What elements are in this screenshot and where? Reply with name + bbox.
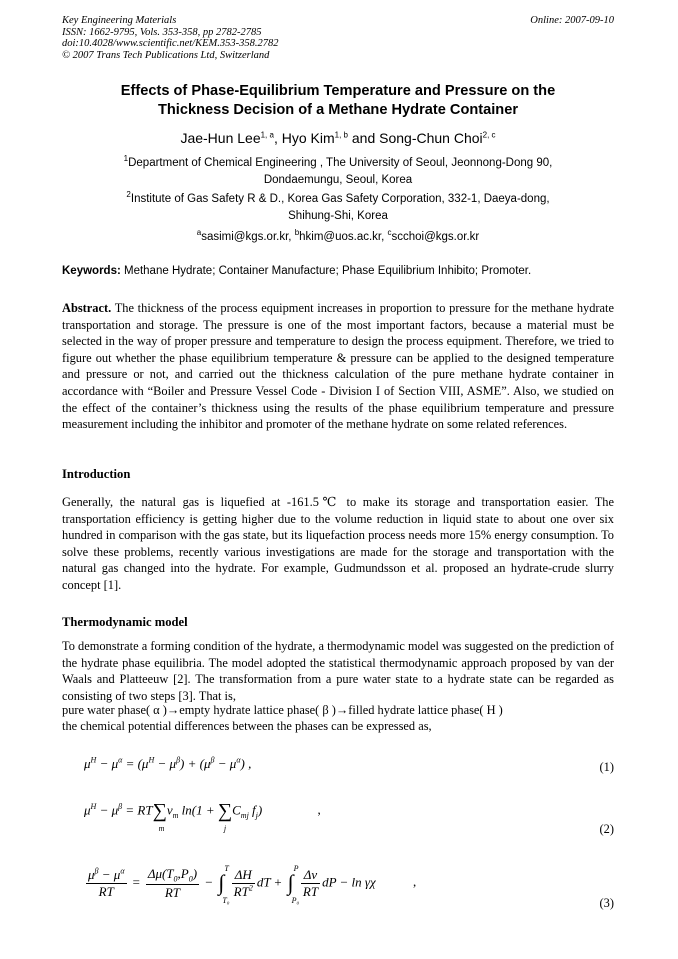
affiliation-superscript: 2: [126, 190, 131, 200]
keywords-text: Methane Hydrate; Container Manufacture; Phase Equilibrium Inhibito; Promoter.: [120, 265, 532, 277]
title-line-1: Effects of Phase-Equilibrium Temperature and Pressure on the: [120, 83, 556, 99]
abstract-label: Abstract.: [62, 301, 112, 315]
affiliation-1: [62, 155, 614, 189]
journal-name: Key Engineering Materials: [62, 15, 177, 26]
email-address: scchoi@kgs.or.kr: [391, 231, 480, 243]
keywords: [62, 263, 622, 279]
author-superscript: 1, b: [334, 130, 348, 140]
affiliation-2: [62, 191, 614, 225]
affiliation-line: Department of Chemical Engineering , The University of Seoul, Jeonnong-Dong 90,: [128, 157, 553, 169]
paper-title: [62, 82, 614, 120]
author-superscript: 2, c: [482, 130, 496, 140]
equation-number: (3): [599, 896, 614, 910]
email-list: [62, 229, 614, 246]
thermodynamic-paragraph: To demonstrate a forming condition of the hydrate, a thermodynamic model was suggested on the prediction of the hydrate phase equilibria. The model adopted the statistical thermodynamic approach proposed by van der Waals and Platteeuw [2]. The transformation from a pure water state to a hydrate state can be regarded as consisting of two steps [3]. That is,: [62, 639, 614, 703]
affiliation-line: Shihung-Shi, Korea: [288, 210, 388, 222]
keywords-label: Keywords:: [62, 265, 121, 277]
equation-3: $\frac{\mu^\beta - \mu^\alpha}{RT}$ = $\frac{\Delta\mu(T_0,P_0)}{RT}$ − ∫ T T₀ $\frac{\Delta H}{RT^2}$ dT + ∫ P P₀ $\frac{\Delta\nu}{R\overline{T}}$ dP − ln γχ ,: [88, 864, 417, 906]
author-name: Song-Chun Choi: [379, 130, 483, 146]
email-address: hkim@uos.ac.kr,: [299, 231, 388, 243]
chemical-potential-line: the chemical potential differences between the phases can be expressed as,: [62, 719, 432, 733]
doi-line: doi:10.4028/www.scientific.net/KEM.353-358.2782: [62, 38, 279, 49]
equation-number: (2): [599, 822, 614, 836]
email-superscript: a: [196, 228, 202, 238]
section-heading-introduction: Introduction: [62, 467, 131, 481]
issn-line: ISSN: 1662-9795, Vols. 353-358, pp 2782-2785: [62, 26, 262, 38]
equation-2: $\mu^H - \mu^\beta = RT\sum$ m $\nu_m$ ln(1 + ∑ j $C_{mj}$ $f_j$) ,: [84, 800, 321, 833]
author-name: Jae-Hun Lee: [180, 130, 261, 146]
email-superscript: b: [294, 228, 300, 238]
author-list: [62, 129, 614, 147]
author-conjunction: and: [347, 130, 380, 146]
phase-sequence-line: pure water phase( α )→empty hydrate lattice phase( β )→filled hydrate lattice phase( H ): [62, 703, 503, 717]
email-address: sasimi@kgs.or.kr,: [201, 231, 295, 243]
affiliation-line: Dondaemungu, Seoul, Korea: [263, 174, 413, 186]
equation-1: $\mu^H - \mu^\alpha = (\mu^H - \mu^\beta) + (\mu^\beta - \mu^\alpha)$ ,: [84, 755, 252, 771]
introduction-paragraph: Generally, the natural gas is liquefied at -161.5℃ to make its storage and transportation easier. The transportation efficiency is getting higher due to the volume reduction in liquid state to about one over six hundred in comparison with the gas state, but its liquefaction process needs more 15% energy consumption. To solve these problems, recently various investigations are made for the storage and transportation with the natural gas changed into the hydrate. For example, Gudmundsson et al. proposed an hydrate-crude slurry concept [1].: [62, 495, 614, 592]
abstract: [62, 300, 614, 433]
online-date: Online: 2007-09-10: [530, 15, 614, 26]
email-superscript: c: [387, 228, 392, 238]
journal-header: [62, 15, 279, 61]
copyright-line: © 2007 Trans Tech Publications Ltd, Switzerland: [62, 49, 270, 61]
author-superscript: 1, a: [260, 130, 274, 140]
affiliation-line: Institute of Gas Safety R & D., Korea Gas Safety Corporation, 332-1, Daeya-dong,: [130, 193, 550, 205]
title-line-2: Thickness Decision of a Methane Hydrate Container: [157, 102, 519, 118]
author-separator: ,: [273, 130, 282, 146]
affiliation-superscript: 1: [123, 154, 129, 164]
author-name: Hyo Kim: [281, 130, 335, 146]
abstract-text: The thickness of the process equipment increases in proportion to pressure for the methane hydrate transportation and storage. The pressure is one of the most important factors, because a material must be selected in the way of proper pressure and temperature to design the process equipment. Therefore, we tried to figure out whether the phase equilibrium temperature & pressure can be applied to the designed temperature and pressure or not, and carried out the thickness calculation of the pure methane hydrate container in accordance with “Boiler and Pressure Vessel Code - Division I of Section VIII, ASME”. Also, we studied on the effect of the container’s thickness using the results of the phase equilibrium temperature and pressure measurement including the inhibitor and promoter of the methane hydrate on some related references.: [62, 301, 614, 432]
section-heading-thermodynamic-model: Thermodynamic model: [62, 615, 188, 629]
equation-number: (1): [599, 760, 614, 774]
